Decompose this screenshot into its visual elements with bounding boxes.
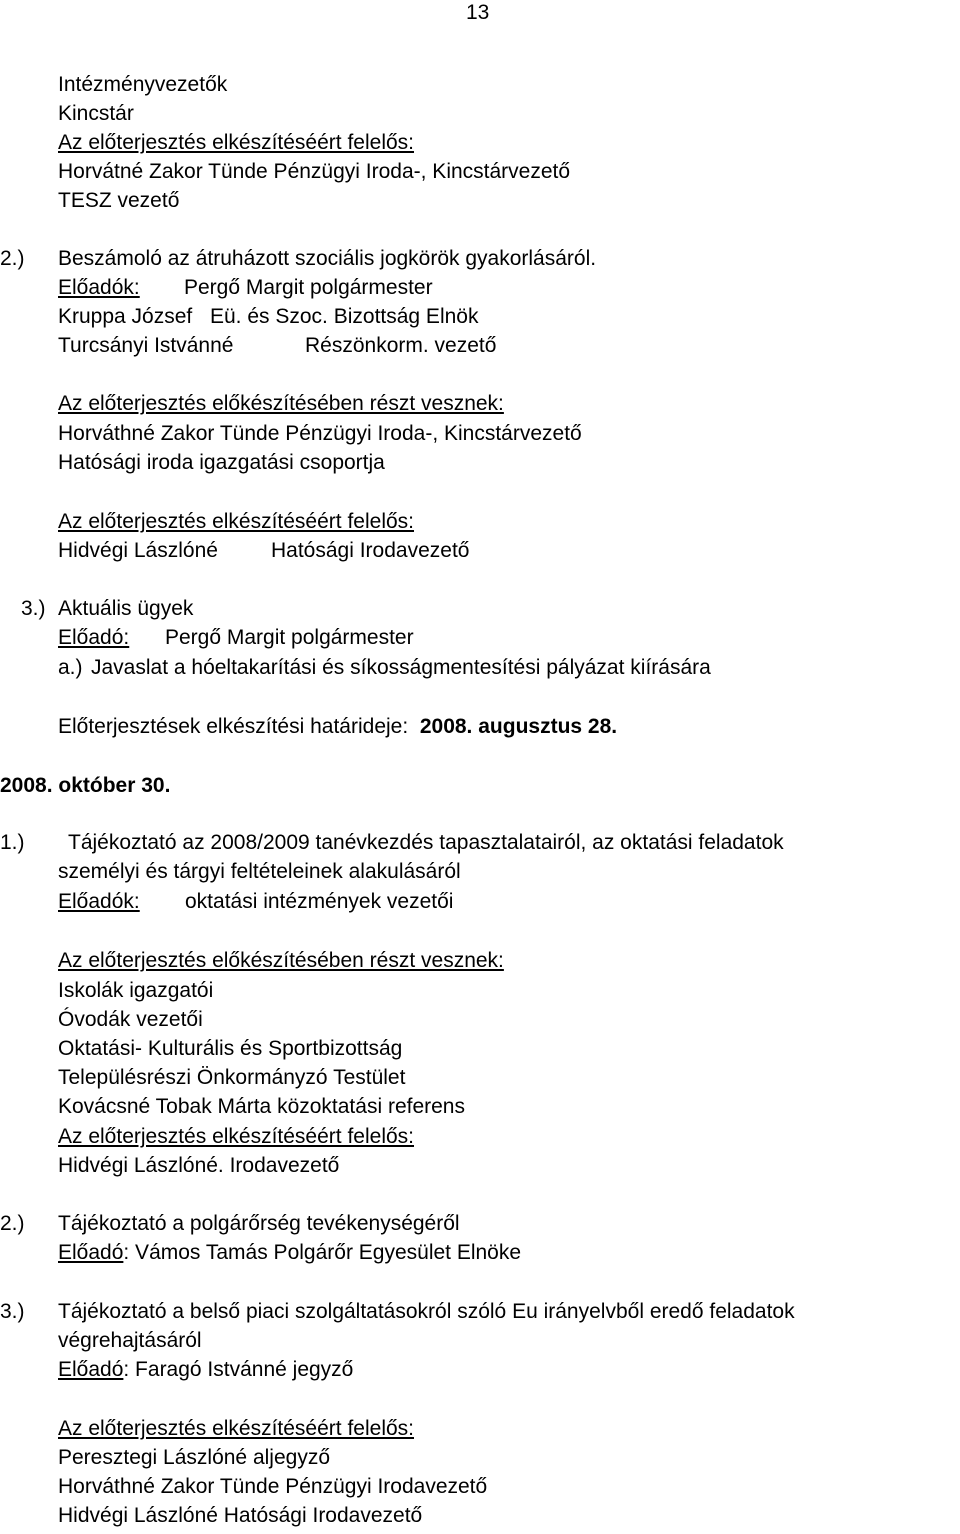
- item2-presenter-3-role: Részönkorm. vezető: [305, 334, 497, 357]
- intro-line-2: Kincstár: [58, 102, 134, 125]
- m1-prep-3: Oktatási- Kulturális és Sportbizottság: [58, 1037, 403, 1060]
- m1-prep-label: Az előterjesztés előkészítésében részt vesznek:: [58, 949, 504, 972]
- m2-presenter: [58, 1242, 521, 1263]
- item2-title: Beszámoló az átruházott szociális jogkörök gyakorlásáról.: [58, 247, 597, 270]
- m3-presenter-name: : Faragó Istvánné jegyző: [123, 1358, 354, 1381]
- m3-presenter: [58, 1359, 353, 1380]
- m3-responsible-2: Horváthné Zakor Tünde Pénzügyi Irodavezető: [58, 1475, 488, 1498]
- m1-responsible-name: Hidvégi Lászlóné. Irodavezető: [58, 1154, 340, 1177]
- m3-responsible-label: Az előterjesztés elkészítéséért felelős:: [58, 1417, 414, 1440]
- m3-number: 3.): [0, 1300, 25, 1323]
- item2-presenters: [58, 277, 433, 298]
- item3-presenter-label: Előadó:: [58, 626, 130, 649]
- item2-prep-label: Az előterjesztés előkészítésében részt vesznek:: [58, 392, 504, 415]
- item3-title: Aktuális ügyek: [58, 597, 194, 620]
- item2-prep-1: Horváthné Zakor Tünde Pénzügyi Iroda-, Kincstárvezető: [58, 422, 582, 445]
- m1-presenters-names: oktatási intézmények vezetői: [185, 890, 454, 913]
- intro-responsible-extra: TESZ vezető: [58, 189, 180, 212]
- m1-prep-1: Iskolák igazgatói: [58, 979, 214, 1002]
- item2-presenter-3: [58, 335, 496, 356]
- m1-presenters: [58, 891, 453, 912]
- m2-title: Tájékoztató a polgárőrség tevékenységéről: [58, 1212, 460, 1235]
- item2-presenter-2: [58, 306, 478, 327]
- m3-presenter-label: Előadó: [58, 1358, 124, 1381]
- m1-title-line-2: személyi és tárgyi feltételeinek alakulásáról: [58, 860, 461, 883]
- m2-presenter-label: Előadó: [58, 1241, 124, 1264]
- m1-responsible-label: Az előterjesztés elkészítéséért felelős:: [58, 1125, 414, 1148]
- deadline-label: Előterjesztések elkészítési határideje:: [58, 715, 409, 738]
- item2-presenter-3-name: Turcsányi Istvánné: [58, 334, 234, 357]
- item2-responsible: [58, 540, 469, 561]
- deadline: [58, 716, 617, 737]
- m1-prep-2: Óvodák vezetői: [58, 1008, 203, 1031]
- m3-responsible-3: Hidvégi Lászlóné Hatósági Irodavezető: [58, 1504, 423, 1527]
- m3-title-line-2: végrehajtásáról: [58, 1329, 202, 1352]
- item2-number: 2.): [0, 247, 25, 270]
- intro-responsible-name: Horvátné Zakor Tünde Pénzügyi Iroda-, Kincstárvezető: [58, 160, 571, 183]
- m1-prep-5: Kovácsné Tobak Márta közoktatási referens: [58, 1095, 465, 1118]
- item2-responsible-name: Hidvégi Lászlóné: [58, 539, 218, 562]
- item3-sub-title: Javaslat a hóeltakarítási és síkosságmentesítési pályázat kiírására: [91, 656, 711, 679]
- item3-number: 3.): [21, 597, 46, 620]
- item2-responsible-label: Az előterjesztés elkészítéséért felelős:: [58, 510, 414, 533]
- m3-title-line-1: Tájékoztató a belső piaci szolgáltatásokról szóló Eu irányelvből eredő feladatok: [58, 1300, 795, 1323]
- m3-responsible-1: Peresztegi Lászlóné aljegyző: [58, 1446, 330, 1469]
- m1-title-line-1: Tájékoztató az 2008/2009 tanévkezdés tapasztalatairól, az oktatási feladatok: [68, 831, 784, 854]
- meeting-date: 2008. október 30.: [0, 774, 171, 797]
- m1-number: 1.): [0, 831, 25, 854]
- deadline-date: 2008. augusztus 28.: [419, 715, 618, 738]
- item2-presenter-1: Pergő Margit polgármester: [184, 276, 433, 299]
- m2-number: 2.): [0, 1212, 25, 1235]
- intro-line-1: Intézményvezetők: [58, 73, 228, 96]
- item3-sub-number: a.): [58, 656, 83, 679]
- item2-prep-2: Hatósági iroda igazgatási csoportja: [58, 451, 385, 474]
- m1-prep-4: Településrészi Önkormányzó Testület: [58, 1066, 406, 1089]
- m1-presenters-label: Előadók:: [58, 890, 140, 913]
- item3-presenter-name: Pergő Margit polgármester: [165, 626, 414, 649]
- item2-responsible-role: Hatósági Irodavezető: [271, 539, 470, 562]
- item2-presenter-2-name: Kruppa József: [58, 305, 193, 328]
- page-number: 13: [466, 1, 490, 24]
- intro-responsible-label: Az előterjesztés elkészítéséért felelős:: [58, 131, 414, 154]
- item2-presenter-2-role: Eü. és Szoc. Bizottság Elnök: [210, 305, 479, 328]
- m2-presenter-name: : Vámos Tamás Polgárőr Egyesület Elnöke: [123, 1241, 522, 1264]
- item3-presenter: [58, 627, 414, 648]
- item2-presenters-label: Előadók:: [58, 276, 140, 299]
